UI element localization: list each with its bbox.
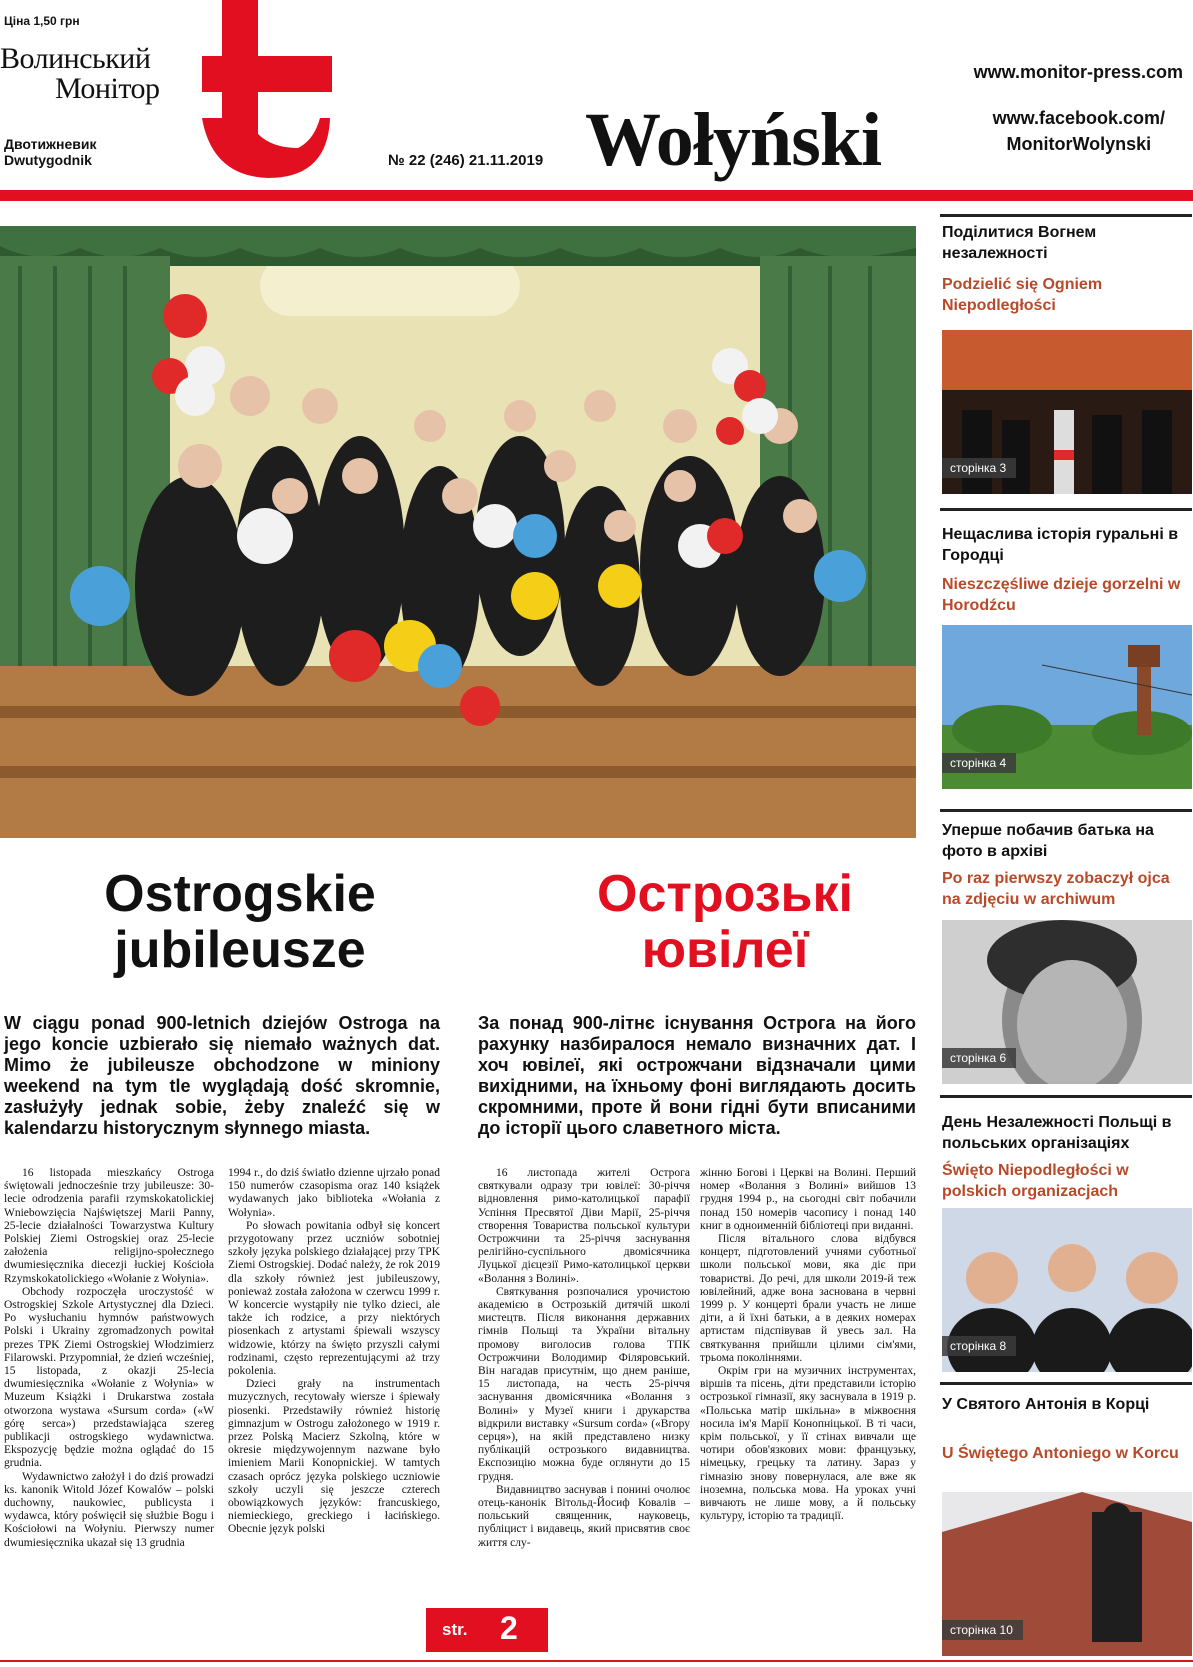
body-column-polish-1: [4, 1167, 214, 1657]
main-photo-choir-stage: [0, 226, 916, 838]
price-label: Ціна 1,50 грн: [4, 14, 80, 28]
facebook-link[interactable]: [993, 105, 1165, 157]
paragraph: 1994 r., do dziś światło dzienne ujrzało ponad 150 numerów czasopisma oraz 140 książek wydawanych jako biblioteka «Wołania z Wołynia».: [228, 1167, 440, 1219]
sidebar-divider: [940, 1095, 1192, 1098]
headline-ukrainian-line-1: Острозькі: [597, 865, 853, 923]
facebook-line-1: www.facebook.com/: [992, 108, 1165, 128]
logo-line-2: Монітор: [55, 72, 160, 105]
teaser-2-page-tag: сторінка 4: [942, 753, 1016, 773]
paragraph: Obchody rozpoczęła uroczystość w Ostrogskiej Szkole Artystycznej dla Dzieci. Po wysłuchaniu hymnów państwowych Polski i Ukrainy zgromadzonych powitał prezes TPK Ziemi Ostrogskiej Włodzimierz Filarowski. Przypomniał, że dzień wcześniej, 15 listopada, z okazji 25-lecia dwumiesięcznika «Wołanie z Wołynia» w Muzeum Książki i Drukarstwa została otworzona wystawa «Sursum corda» («W górę serca») przedstawiająca szereg publikacji ostrogskiego wydawnictwa. Ekspozycję będzie można oglądać do 15 grudnia.: [4, 1285, 214, 1470]
continued-page-number: 2: [500, 1610, 518, 1646]
teaser-4-photo[interactable]: [942, 1208, 1192, 1372]
teaser-5-title-ua[interactable]: У Святого Антонія в Корці: [942, 1396, 1150, 1413]
frequency-pl: Dwutygodnik: [4, 152, 92, 168]
paragraph: Dzieci grały na instrumentach muzycznych, recytowały wiersze i śpiewały piosenki. Przedstawiły również historię gimnazjum w Ostrogu założonego w 1919 r. przez Polską Macierz Szkolną, które w okresie międzywojennym nazwane było imieniem Marii Konopnickiej. W tamtych czasach oprócz języka polskiego uczniowie szkoły uczyli się jeszcze czterech obowiązkowych języków: francuskiego, niemieckiego, greckiego i łacińskiego. Obecnie język polski: [228, 1378, 440, 1536]
teaser-4-page-tag: сторінка 8: [942, 1336, 1016, 1356]
logo-line-1: Волинський: [0, 42, 151, 75]
sidebar-divider: [940, 508, 1192, 511]
sidebar-divider: [940, 809, 1192, 812]
headline-polish-line-1: Ostrogskie: [104, 865, 376, 923]
body-column-polish-2: [228, 1167, 440, 1657]
teaser-3-title-ua[interactable]: Уперше побачив батька на фото в архіві: [942, 822, 1154, 860]
paragraph: жінню Богові і Церкві на Волині. Перший номер «Волання з Волині» вийшов 13 грудня 1994 р., на сьогодні світ побачили понад 150 номерів часопису і понад 140 книг в одноименній бібліотеці при виданні.: [700, 1167, 916, 1232]
teaser-4-title-ua[interactable]: День Незалежності Польщі в польських організаціях: [942, 1114, 1172, 1152]
issue-number: № 22 (246) 21.11.2019: [388, 152, 544, 169]
teaser-5-page-tag: сторінка 10: [942, 1620, 1023, 1640]
headline-ukrainian: [530, 866, 920, 978]
paragraph: Po słowach powitania odbył się koncert przygotowany przez uczniów sobotniej szkoły języka polskiego działającej przy TPK Ziemi Ostrogskiej. Dodać należy, że rok 2019 dla szkoły również jest jubileuszowy, ponieważ została założona w czerwcu 1999 r. W koncercie wystąpiły nie tylko dzieci, ale także ich rodzice, a przy niektórych piosenkach z artystami śpiewali wszyscy widzowie, którzy na święto przyszli całymi rodzinami, często reprezentującymi aż trzy pokolenia.: [228, 1219, 440, 1378]
teaser-1-photo[interactable]: [942, 330, 1192, 494]
frequency-ua: Двотижневик: [4, 136, 97, 152]
sidebar-divider: [940, 214, 1192, 217]
masthead-title: Wołyński: [585, 98, 882, 182]
teaser-1-title-pl[interactable]: Podzielić się Ogniem Niepodległości: [942, 276, 1103, 314]
teaser-2-photo[interactable]: [942, 625, 1192, 789]
paragraph: 16 listopada mieszkańcy Ostroga świętowali jednocześnie trzy jubileusze: 30-lecie odrodzenia parafii rzymskokatolickiej Wniebowzięcia Najświętszej Marii Panny, 25-lecie działalności Towarzystwa Kultury Polskiej Ziemi Ostrogskiej oraz 25-lecie założenia religijno-społecznego dwumiesięcznika diecezji łuckiej Kościoła Rzymskokatolickiego «Wołanie z Wołynia».: [4, 1167, 214, 1285]
teaser-2-title-pl[interactable]: Nieszczęśliwe dzieje gorzelni w Horodźcu: [942, 576, 1181, 614]
headline-ukrainian-line-2: ювілеї: [641, 921, 809, 979]
teaser-5-title-pl[interactable]: U Świętego Antoniego w Korcu: [942, 1445, 1179, 1462]
teaser-1-title-ua[interactable]: Поділитися Вогнем незалежності: [942, 224, 1097, 262]
logo-wordmark: [0, 44, 160, 104]
paragraph: Після вітального слова відбувся концерт, підготовлений учнями суботньої школи польської мови, яка діє при товаристві. До речі, для школи 2019-й теж ювілейний, адже вона заснована в червні 1999 р. У концерті брали участь не лише діти, а й їхні батьки, а в деяких номерах артистам підспівував й увесь зал. На святкування прийшли цілими сім'ями, трьома поколіннями.: [700, 1233, 916, 1364]
paragraph: Wydawnictwo założył i do dziś prowadzi ks. kanonik Witold Józef Kowalów – polski duchowny, naukowiec, publicysta i wydawca, który poświęcił się służbie Bogu i Kościołowi na Wołyniu. Pierwszy numer dwumiesięcznika ukazał się 13 grudnia: [4, 1470, 214, 1549]
teaser-4-title-pl[interactable]: Święto Niepodległości w polskich organizacjach: [942, 1162, 1129, 1200]
facebook-line-2: MonitorWolynski: [1006, 134, 1152, 154]
sidebar-divider: [940, 1382, 1192, 1385]
website-link[interactable]: www.monitor-press.com: [973, 62, 1183, 82]
teaser-2-title-ua[interactable]: Нещаслива історія гуральні в Городці: [942, 526, 1179, 564]
teaser-3-photo[interactable]: [942, 920, 1192, 1084]
paragraph: 16 листопада жителі Острога святкували одразу три ювілеї: 30-річчя відновлення римо-католицької парафії Успіння Пресвятої Діви Марії, 25-річчя створення Товариства польської культури Острожчини та 25-річчя заснування релігійно-суспільного двомісячника Луцької дієцезії Римо-католицької церкви «Волання з Волині».: [478, 1167, 690, 1285]
body-column-ukrainian-2: [700, 1167, 916, 1657]
teaser-5-photo[interactable]: [942, 1492, 1192, 1656]
frequency-label: [4, 136, 96, 168]
paragraph: Окрім гри на музичних інструментах, віршів та пісень, діти представили історію острозької гімназії, яку заснувала в 1919 р. «Польська матір шкільна» в міжвоєння носила ім'я Марії Конопніцької. В ті часи, крім польської, у її стінах вивчали ще чотири обов'язкових мови: французьку, німецьку, грецьку та латину. Зараз у гімназію знову повернулася, але вже як іноземна, польська мова. На уроках учні вивчають не лише мову, а й польську культуру, історію та традиції.: [700, 1365, 916, 1523]
teaser-3-page-tag: сторінка 6: [942, 1048, 1016, 1068]
monitor-cross-logo-icon: [202, 0, 332, 178]
headline-polish: [30, 866, 450, 978]
continued-page-badge[interactable]: [426, 1608, 548, 1652]
paragraph: Видавництво заснував і понині очолює отець-канонік Вітольд-Йосиф Ковалів – польський священник, науковець, публіцист і видавець, який присвятив своє життя слу-: [478, 1483, 690, 1549]
masthead-divider: [0, 190, 1193, 201]
paragraph: Святкування розпочалися урочистою академією в Острозькій дитячій школі мистецтв. Після виконання державних гімнів Польщі та України вітальну промову виголосив голова ТПК Острожчини Володимир Філяровський. Він нагадав присутнім, що днем раніше, 15 листопада, на честь 25-річчя заснування двомісячника «Волання з Волині» у Музеї книги і друкарства відкрили виставку «Sursum corda» («Вгору серця»), на якій представлено низку публікацій острозького видавництва. Експозицію можна буде оглянути до 15 грудня.: [478, 1285, 690, 1483]
bottom-divider: [0, 1660, 1193, 1662]
headline-polish-line-2: jubileusze: [114, 921, 366, 979]
lead-ukrainian: За понад 900-літнє існування Острога на його рахунку назбиралося немало визначних дат. І хоч ювілеї, які острожчани відзначали цими вихідними, на їхньому фоні виглядають досить скромними, проте й вони гідні бути вписаними до історії цього славетного міста.: [478, 1013, 916, 1138]
body-column-ukrainian-1: [478, 1167, 690, 1657]
teaser-1-page-tag: сторінка 3: [942, 458, 1016, 478]
lead-polish: W ciągu ponad 900-letnich dziejów Ostroga na jego koncie uzbierało się niemało ważnych dat. Mimo że jubileusze obchodzone w miniony weekend na tym tle wyglądają dość skromnie, zasłużyły jednak sobie, żeby znaleźć się w kalendarzu historycznym słynnego miasta.: [4, 1013, 440, 1138]
continued-label: str.: [442, 1620, 468, 1639]
teaser-3-title-pl[interactable]: Po raz pierwszy zobaczył ojca na zdjęciu w archiwum: [942, 870, 1170, 908]
